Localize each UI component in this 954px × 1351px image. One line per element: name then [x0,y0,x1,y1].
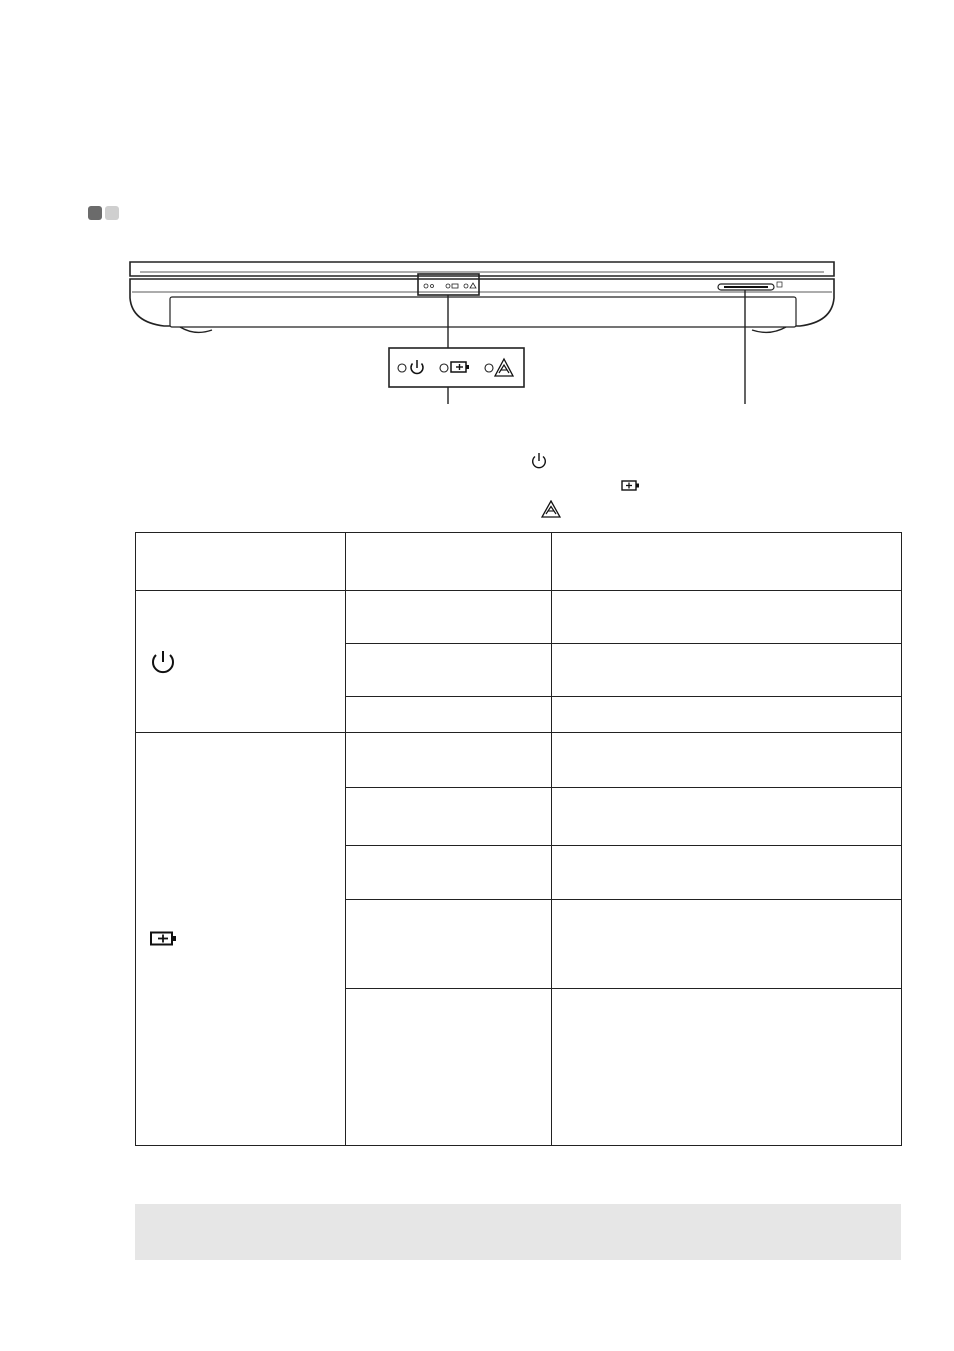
front-recess [170,297,796,327]
table-header-cell [552,533,902,591]
left-foot [180,327,212,332]
right-foot [752,327,786,332]
battery-group-cell [136,733,346,1146]
table-cell [552,591,902,644]
table-cell [346,733,552,788]
table-cell [552,644,902,697]
table-cell [346,846,552,900]
laptop-front-view-figure [0,0,954,420]
table-header-cell [136,533,346,591]
table-cell [346,644,552,697]
power-icon [150,649,176,675]
battery-icon [150,931,178,947]
power-led [398,364,406,372]
legend-battery-icon [621,480,641,492]
table-cell [552,846,902,900]
table-cell [552,788,902,846]
table-cell [346,989,552,1146]
table-row [136,591,902,644]
legend-wireless-icon [541,500,561,518]
table-header-row [136,533,902,591]
table-cell [552,900,902,989]
table-row [136,733,902,788]
note-box [135,1204,901,1260]
power-group-cell [136,591,346,733]
table-cell [346,788,552,846]
legend-power-icon [531,452,547,470]
laptop-lid [130,262,834,276]
battery-led [440,364,448,372]
table-header-cell [346,533,552,591]
table-cell [552,697,902,733]
table-cell [346,900,552,989]
table-cell [552,989,902,1146]
table-cell [346,591,552,644]
wireless-led [485,364,493,372]
table-cell [552,733,902,788]
indicator-status-table [135,532,902,1146]
table-cell [346,697,552,733]
